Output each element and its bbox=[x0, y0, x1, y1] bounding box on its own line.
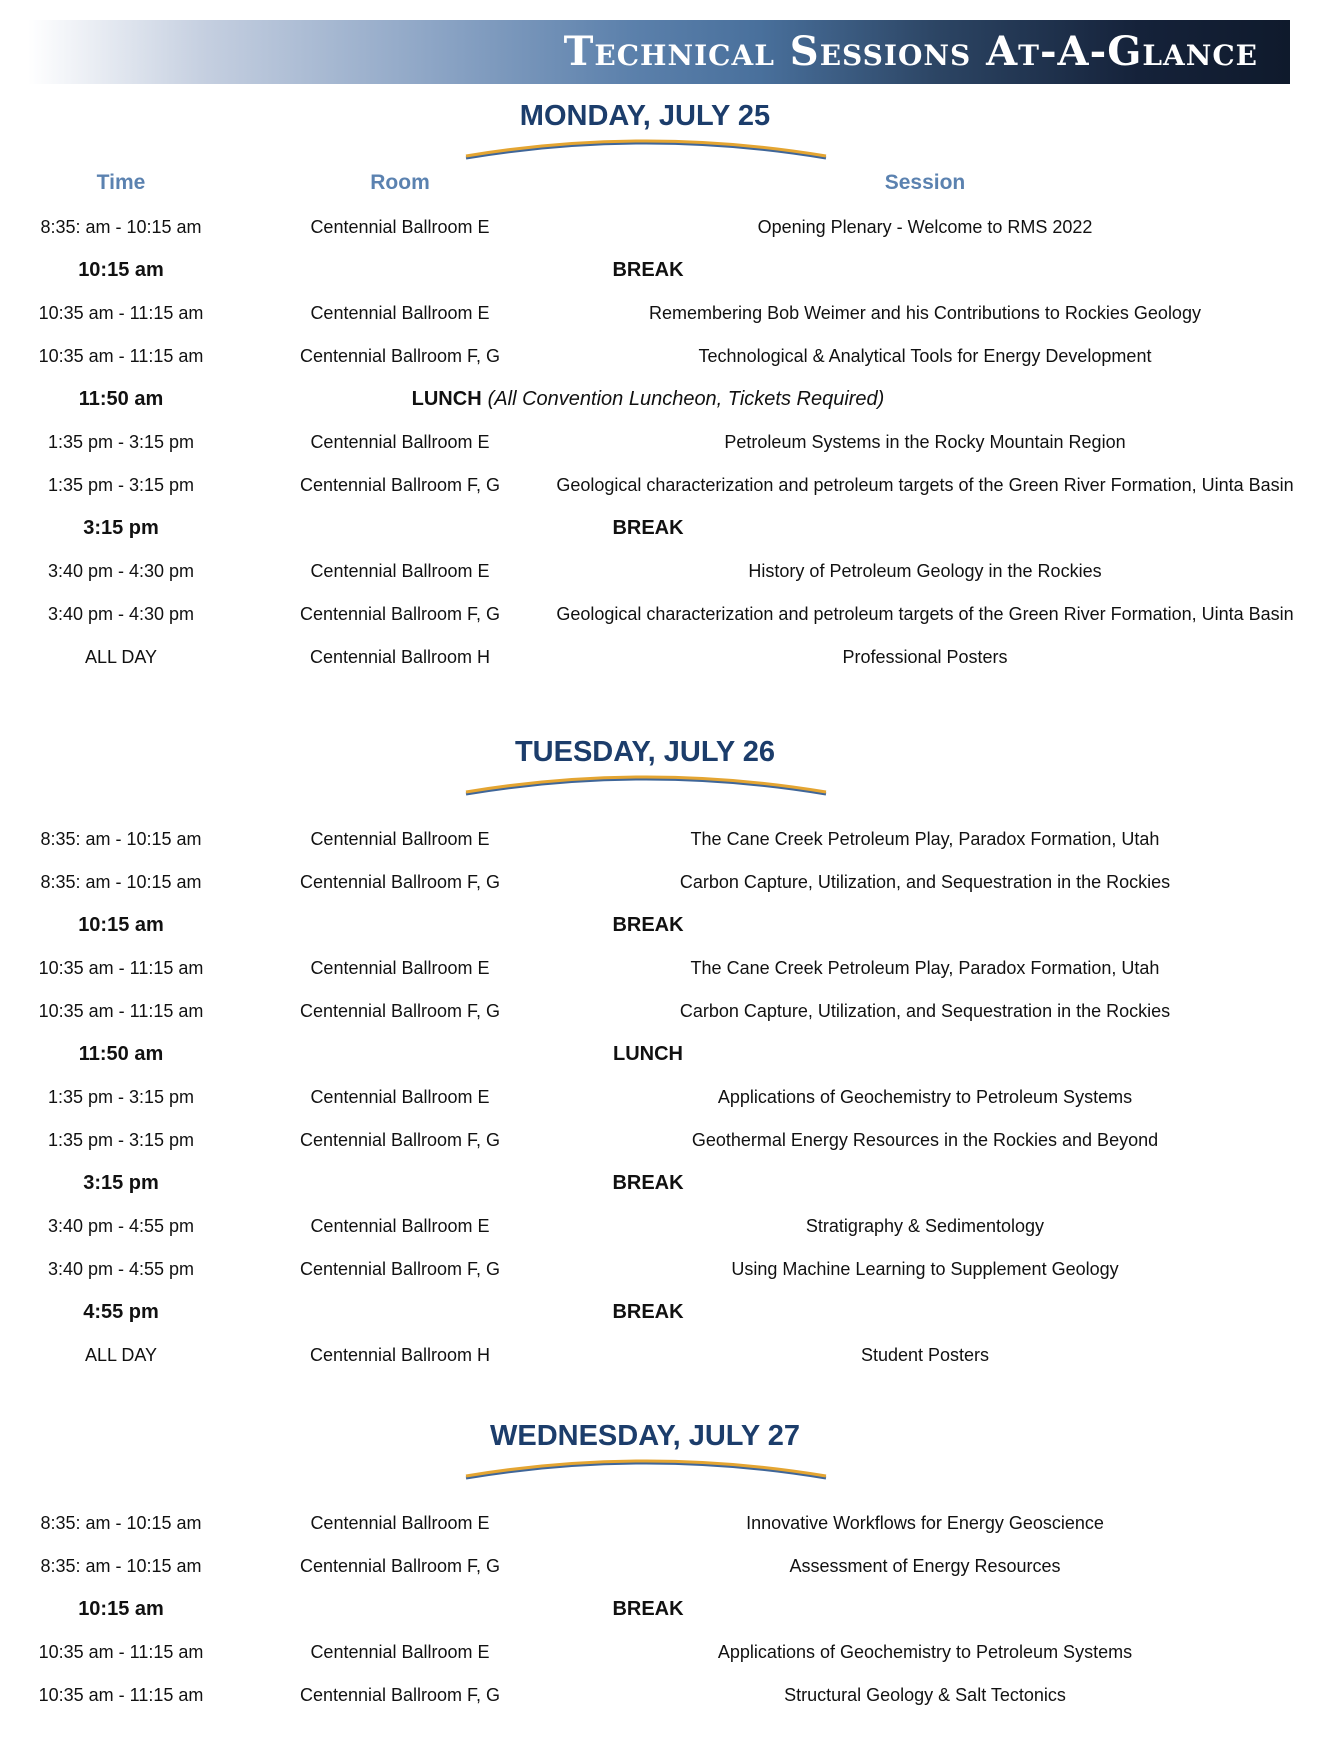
lunch-label: LUNCH bbox=[411, 388, 482, 410]
time-cell: 4:55 pm bbox=[83, 1301, 159, 1323]
session-row bbox=[0, 593, 1318, 636]
session-row bbox=[0, 947, 1318, 990]
session-cell: Petroleum Systems in the Rocky Mountain Region bbox=[724, 432, 1126, 452]
session-cell: Student Posters bbox=[860, 1345, 990, 1365]
time-cell: 8:35: am - 10:15 am bbox=[40, 872, 202, 892]
room-cell: Centennial Ballroom E bbox=[310, 1642, 490, 1662]
lunch-label: LUNCH bbox=[613, 1043, 683, 1065]
room-cell: Centennial Ballroom F, G bbox=[299, 872, 501, 892]
session-cell: Assessment of Energy Resources bbox=[789, 1556, 1061, 1576]
session-rows bbox=[0, 818, 1318, 1377]
session-row bbox=[0, 1502, 1318, 1545]
room-cell: Centennial Ballroom F, G bbox=[299, 1556, 501, 1576]
session-row bbox=[0, 636, 1318, 679]
arc-divider bbox=[464, 1456, 828, 1480]
session-cell: Geothermal Energy Resources in the Rockies and Beyond bbox=[691, 1130, 1159, 1150]
break-row bbox=[0, 249, 1318, 292]
break-row bbox=[0, 904, 1318, 947]
break-label-cell bbox=[330, 507, 966, 550]
break-label-cell bbox=[330, 1291, 966, 1334]
time-cell: 3:15 pm bbox=[83, 517, 159, 539]
room-cell: Centennial Ballroom E bbox=[310, 958, 490, 978]
time-cell: 8:35: am - 10:15 am bbox=[40, 1556, 202, 1576]
room-cell: Centennial Ballroom E bbox=[310, 561, 490, 581]
time-cell: 1:35 pm - 3:15 pm bbox=[47, 475, 195, 495]
arc-divider bbox=[464, 772, 828, 796]
day-section-monday bbox=[0, 98, 1318, 679]
session-row bbox=[0, 1545, 1318, 1588]
break-label: BREAK bbox=[612, 259, 684, 281]
time-cell: ALL DAY bbox=[84, 647, 158, 667]
session-cell: Carbon Capture, Utilization, and Sequestration in the Rockies bbox=[679, 1001, 1171, 1021]
time-cell: 1:35 pm - 3:15 pm bbox=[47, 1087, 195, 1107]
room-cell: Centennial Ballroom E bbox=[310, 1216, 490, 1236]
column-header-time: Time bbox=[96, 171, 146, 194]
session-row bbox=[0, 421, 1318, 464]
break-label-cell bbox=[330, 1033, 966, 1076]
room-cell: Centennial Ballroom E bbox=[310, 303, 490, 323]
break-label-cell bbox=[330, 1162, 966, 1205]
day-title: TUESDAY, JULY 26 bbox=[514, 736, 776, 768]
room-cell: Centennial Ballroom F, G bbox=[299, 1001, 501, 1021]
session-row bbox=[0, 1248, 1318, 1291]
time-cell: 1:35 pm - 3:15 pm bbox=[47, 1130, 195, 1150]
break-label: BREAK bbox=[612, 1598, 684, 1620]
time-cell: 11:50 am bbox=[78, 1043, 164, 1065]
time-cell: 10:15 am bbox=[78, 259, 164, 281]
room-cell: Centennial Ballroom F, G bbox=[299, 346, 501, 366]
break-row bbox=[0, 1291, 1318, 1334]
time-cell: 3:40 pm - 4:55 pm bbox=[47, 1259, 195, 1279]
session-row bbox=[0, 1076, 1318, 1119]
break-label: BREAK bbox=[612, 517, 684, 539]
page-title: Technical Sessions At-A-Glance bbox=[563, 28, 1258, 75]
session-row bbox=[0, 550, 1318, 593]
time-cell: 3:40 pm - 4:30 pm bbox=[47, 561, 195, 581]
day-title: WEDNESDAY, JULY 27 bbox=[489, 1420, 800, 1452]
room-cell: Centennial Ballroom E bbox=[310, 829, 490, 849]
room-cell: Centennial Ballroom E bbox=[310, 217, 490, 237]
time-cell: 10:35 am - 11:15 am bbox=[38, 1642, 204, 1662]
session-cell: The Cane Creek Petroleum Play, Paradox Formation, Utah bbox=[690, 958, 1160, 978]
session-cell: The Cane Creek Petroleum Play, Paradox Formation, Utah bbox=[690, 829, 1160, 849]
session-row bbox=[0, 464, 1318, 507]
session-cell: History of Petroleum Geology in the Rockies bbox=[748, 561, 1102, 581]
session-cell: Technological & Analytical Tools for Energy Development bbox=[698, 346, 1152, 366]
session-row bbox=[0, 990, 1318, 1033]
session-cell: Applications of Geochemistry to Petroleum Systems bbox=[717, 1087, 1133, 1107]
session-cell: Opening Plenary - Welcome to RMS 2022 bbox=[757, 217, 1093, 237]
time-cell: 10:35 am - 11:15 am bbox=[38, 346, 204, 366]
room-cell: Centennial Ballroom F, G bbox=[299, 475, 501, 495]
arc-divider bbox=[464, 136, 828, 160]
day-section-wednesday bbox=[0, 1418, 1318, 1717]
break-label: BREAK bbox=[612, 914, 684, 936]
time-cell: ALL DAY bbox=[84, 1345, 158, 1365]
time-cell: 8:35: am - 10:15 am bbox=[40, 217, 202, 237]
time-cell: 3:40 pm - 4:55 pm bbox=[47, 1216, 195, 1236]
session-row bbox=[0, 335, 1318, 378]
break-label-cell bbox=[330, 249, 966, 292]
room-cell: Centennial Ballroom F, G bbox=[299, 1259, 501, 1279]
session-row bbox=[0, 1631, 1318, 1674]
room-cell: Centennial Ballroom E bbox=[310, 1513, 490, 1533]
session-row bbox=[0, 292, 1318, 335]
session-row bbox=[0, 1119, 1318, 1162]
session-cell: Geological characterization and petroleum targets of the Green River Formation, Uinta Basin bbox=[556, 475, 1294, 495]
time-cell: 8:35: am - 10:15 am bbox=[40, 1513, 202, 1533]
session-rows bbox=[0, 206, 1318, 679]
room-cell: Centennial Ballroom F, G bbox=[299, 1685, 501, 1705]
session-cell: Carbon Capture, Utilization, and Sequestration in the Rockies bbox=[679, 872, 1171, 892]
break-row bbox=[0, 1162, 1318, 1205]
lunch-note: (All Convention Luncheon, Tickets Required) bbox=[487, 388, 885, 410]
session-row bbox=[0, 1334, 1318, 1377]
title-banner bbox=[28, 20, 1290, 84]
room-cell: Centennial Ballroom E bbox=[310, 1087, 490, 1107]
time-cell: 11:50 am bbox=[78, 388, 164, 410]
break-row bbox=[0, 1588, 1318, 1631]
session-cell: Remembering Bob Weimer and his Contributions to Rockies Geology bbox=[649, 303, 1201, 323]
time-cell: 10:35 am - 11:15 am bbox=[38, 958, 204, 978]
lunch-row bbox=[0, 1033, 1318, 1076]
session-cell: Geological characterization and petroleum targets of the Green River Formation, Uinta Basin bbox=[556, 604, 1294, 624]
room-cell: Centennial Ballroom F, G bbox=[299, 1130, 501, 1150]
room-cell: Centennial Ballroom H bbox=[309, 1345, 491, 1365]
time-cell: 10:15 am bbox=[78, 1598, 164, 1620]
time-cell: 1:35 pm - 3:15 pm bbox=[47, 432, 195, 452]
time-cell: 8:35: am - 10:15 am bbox=[40, 829, 202, 849]
session-cell: Professional Posters bbox=[842, 647, 1008, 667]
session-cell: Using Machine Learning to Supplement Geology bbox=[731, 1259, 1119, 1279]
room-cell: Centennial Ballroom H bbox=[309, 647, 491, 667]
column-header-session: Session bbox=[884, 171, 966, 194]
session-cell: Innovative Workflows for Energy Geoscience bbox=[746, 1513, 1104, 1533]
column-header-row bbox=[0, 160, 1318, 206]
lunch-row bbox=[0, 378, 1318, 421]
break-label-cell bbox=[330, 904, 966, 947]
session-cell: Applications of Geochemistry to Petroleum Systems bbox=[717, 1642, 1133, 1662]
room-cell: Centennial Ballroom F, G bbox=[299, 604, 501, 624]
session-cell: Structural Geology & Salt Tectonics bbox=[784, 1685, 1066, 1705]
time-cell: 10:35 am - 11:15 am bbox=[38, 303, 204, 323]
day-title: MONDAY, JULY 25 bbox=[519, 100, 771, 132]
room-cell: Centennial Ballroom E bbox=[310, 432, 490, 452]
time-cell: 10:35 am - 11:15 am bbox=[38, 1685, 204, 1705]
column-header-room: Room bbox=[370, 171, 430, 194]
session-rows bbox=[0, 1502, 1318, 1717]
time-cell: 3:15 pm bbox=[83, 1172, 159, 1194]
break-label-cell bbox=[330, 1588, 966, 1631]
session-row bbox=[0, 206, 1318, 249]
session-row bbox=[0, 1674, 1318, 1717]
time-cell: 10:35 am - 11:15 am bbox=[38, 1001, 204, 1021]
day-section-tuesday bbox=[0, 734, 1318, 1377]
session-row bbox=[0, 861, 1318, 904]
time-cell: 10:15 am bbox=[78, 914, 164, 936]
session-row bbox=[0, 818, 1318, 861]
break-label: BREAK bbox=[612, 1301, 684, 1323]
break-row bbox=[0, 507, 1318, 550]
session-row bbox=[0, 1205, 1318, 1248]
session-cell: Stratigraphy & Sedimentology bbox=[805, 1216, 1045, 1236]
break-label-cell bbox=[330, 378, 966, 421]
time-cell: 3:40 pm - 4:30 pm bbox=[47, 604, 195, 624]
break-label: BREAK bbox=[612, 1172, 684, 1194]
